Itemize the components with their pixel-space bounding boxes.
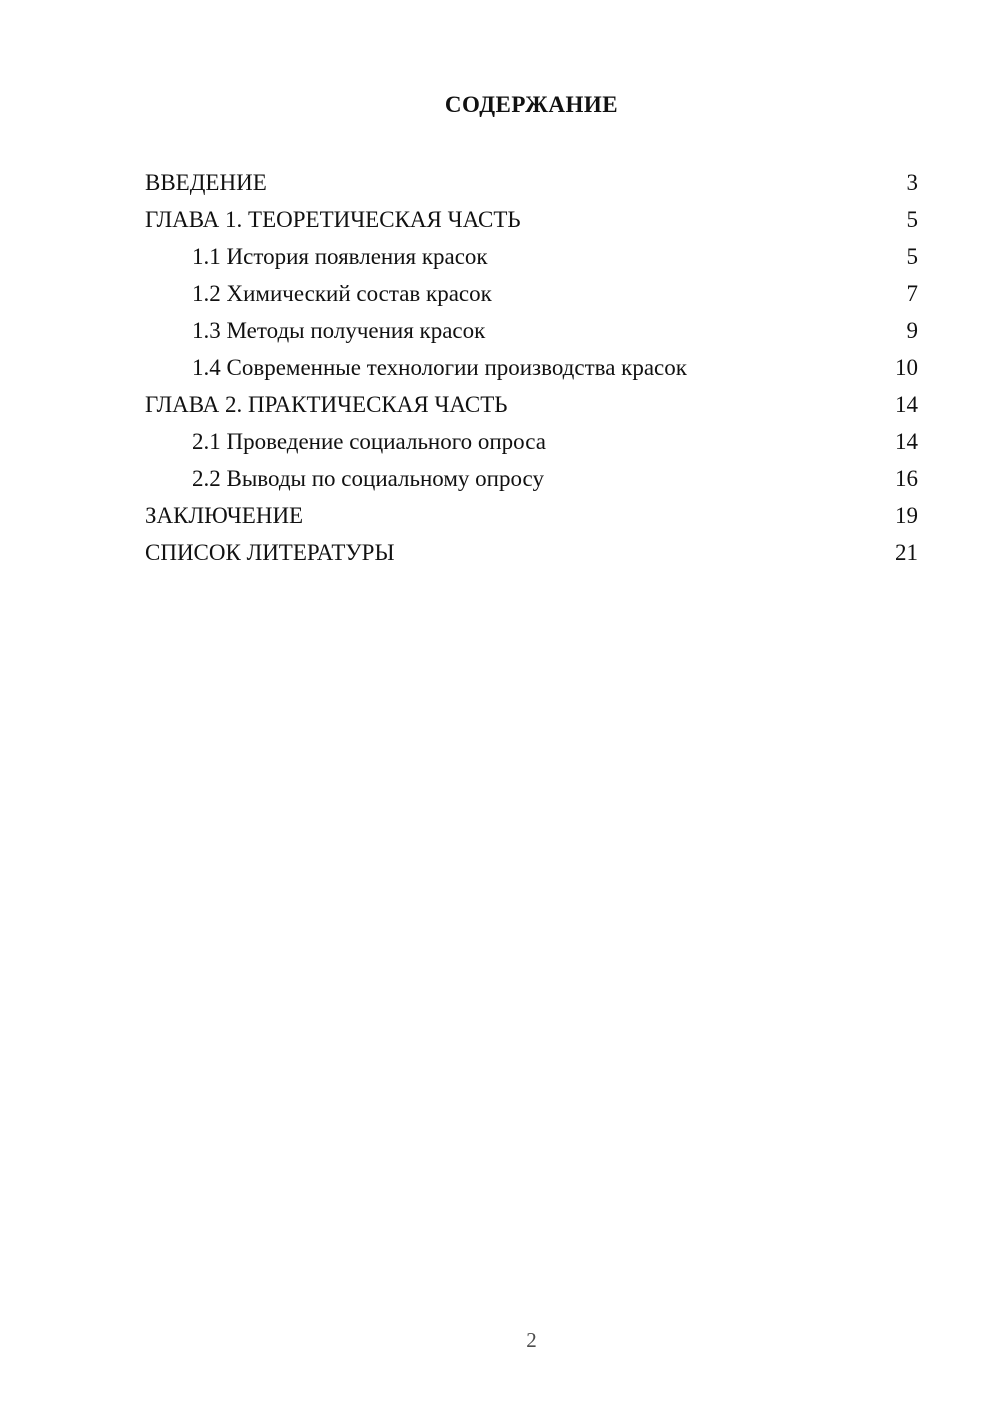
toc-entry-page: 5: [906, 244, 918, 269]
toc-entry-label: ГЛАВА 2. ПРАКТИЧЕСКАЯ ЧАСТЬ: [145, 392, 508, 417]
toc-entry: [145, 386, 918, 423]
toc-entry-page: 19: [895, 503, 918, 528]
toc-entry: [145, 164, 918, 201]
toc-entry: [145, 534, 918, 571]
table-of-contents: [145, 164, 918, 571]
toc-entry: [145, 275, 918, 312]
toc-entry-label: 2.1 Проведение социального опроса: [192, 429, 546, 454]
toc-entry: [145, 349, 918, 386]
toc-entry-label: ГЛАВА 1. ТЕОРЕТИЧЕСКАЯ ЧАСТЬ: [145, 207, 521, 232]
toc-entry-label: ЗАКЛЮЧЕНИЕ: [145, 503, 304, 528]
toc-entry: [145, 423, 918, 460]
toc-entry: [145, 497, 918, 534]
page-content: [145, 90, 918, 571]
toc-entry-page: 5: [906, 207, 918, 232]
page-title: СОДЕРЖАНИЕ: [444, 92, 619, 117]
toc-entry-label: 1.3 Методы получения красок: [192, 318, 486, 343]
page-number: 2: [526, 1328, 537, 1352]
toc-entry: [145, 201, 918, 238]
toc-entry: [145, 238, 918, 275]
toc-entry-page: 9: [906, 318, 918, 343]
toc-entry: [145, 312, 918, 349]
toc-entry-label: СПИСОК ЛИТЕРАТУРЫ: [145, 540, 395, 565]
toc-entry-page: 7: [906, 281, 918, 306]
toc-entry-label: 1.1 История появления красок: [192, 244, 488, 269]
toc-entry-label: 2.2 Выводы по социальному опросу: [192, 466, 544, 491]
toc-entry-label: 1.4 Современные технологии производства красок: [192, 355, 687, 380]
toc-entry-page: 10: [895, 355, 918, 380]
toc-entry-page: 3: [906, 170, 918, 195]
toc-entry-page: 16: [895, 466, 918, 491]
toc-entry: [145, 460, 918, 497]
toc-entry-page: 14: [895, 392, 918, 417]
toc-entry-label: ВВЕДЕНИЕ: [145, 170, 267, 195]
toc-entry-page: 14: [895, 429, 918, 454]
toc-entry-label: 1.2 Химический состав красок: [192, 281, 492, 306]
toc-entry-page: 21: [895, 540, 918, 565]
